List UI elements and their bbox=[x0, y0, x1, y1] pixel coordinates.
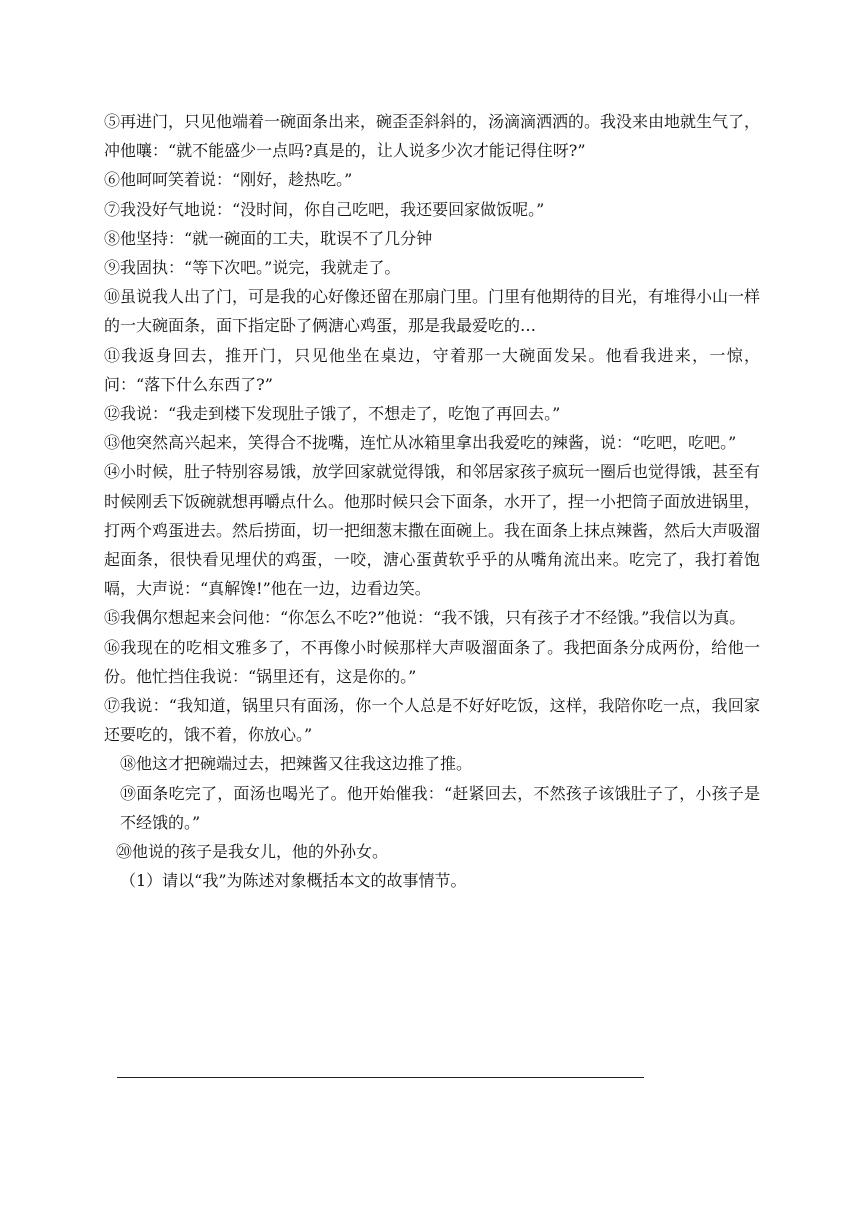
paragraph-13: ⑬他突然高兴起来，笑得合不拢嘴，连忙从冰箱里拿出我爱吃的辣酱，说：“吃吧，吃吧。” bbox=[104, 433, 737, 453]
paragraph-5: ⑤再进门，只见他端着一碗面条出来，碗歪歪斜斜的，汤滴滴洒洒的。我没来由地就生气了，冲他嚷：“就不能盛少一点吗?真是的，让人说多少次才能记得住呀?” bbox=[104, 112, 761, 161]
paragraph-19: ⑲面条吃完了，面汤也喝光了。他开始催我：“赶紧回去，不然孩子该饿肚子了，小孩子是不经饿的。” bbox=[120, 783, 760, 832]
paragraph-7: ⑦我没好气地说：“没时间，你自己吃吧，我还要回家做饭呢。” bbox=[104, 199, 545, 219]
paragraph-18: ⑱他这才把碗端过去，把辣酱又往我这边推了推。 bbox=[120, 754, 473, 774]
question-1: （1）请以“我”为陈述对象概括本文的故事情节。 bbox=[120, 871, 467, 891]
paragraph-8: ⑧他坚持：“就一碗面的工夫，耽误不了几分钟 bbox=[104, 228, 433, 248]
paragraph-16: ⑯我现在的吃相文雅多了，不再像小时候那样大声吸溜面条了。我把面条分成两份，给他一份。他忙挡住我说：“锅里还有，这是你的。” bbox=[104, 637, 760, 686]
paragraph-10: ⑩虽说我人出了门，可是我的心好像还留在那扇门里。门里有他期待的目光，有堆得小山一样的一大碗面条，面下指定卧了俩溏心鸡蛋，那是我最爱吃的… bbox=[104, 287, 761, 336]
paragraph-15: ⑮我偶尔想起来会问他：“你怎么不吃?”他说：“我不饿，只有孩子才不经饿。”我信以为真。 bbox=[104, 608, 746, 628]
paragraph-14: ⑭小时候，肚子特别容易饿，放学回家就觉得饿，和邻居家孩子疯玩一圈后也觉得饿，甚至有时候刚丢下饭碗就想再嚼点什么。他那时候只会下面条，水开了，捏一小把筒子面放进锅里，打两个鸡蛋进去。然后捞面，切一把细葱末撒在面碗上。我在面条上抹点辣酱，然后大声吸溜起面条，很快看见埋伏的鸡蛋，一咬，溏心蛋黄软乎乎的从嘴角流出来。吃完了，我打着饱嗝，大声说：“真解馋!”他在一边，边看边笑。 bbox=[104, 462, 761, 599]
article-body bbox=[104, 107, 760, 895]
paragraph-6: ⑥他呵呵笑着说：“刚好，趁热吃。” bbox=[104, 170, 353, 190]
paragraph-20: ⑳他说的孩子是我女儿，他的外孙女。 bbox=[116, 842, 389, 862]
paragraph-9: ⑨我固执：“等下次吧。”说完，我就走了。 bbox=[104, 258, 401, 278]
paragraph-12: ⑫我说：“我走到楼下发现肚子饿了，不想走了，吃饱了再回去。” bbox=[104, 404, 561, 424]
paragraph-17: ⑰我说：“我知道，锅里只有面汤，你一个人总是不好好吃饭，这样，我陪你吃一点，我回家还要吃的，饿不着，你放心。” bbox=[104, 696, 760, 745]
answer-line[interactable] bbox=[117, 1077, 644, 1078]
paragraph-11: ⑪我返身回去，推开门，只见他坐在桌边，守着那一大碗面发呆。他看我进来，一惊，问：“落下什么东西了?” bbox=[104, 345, 760, 394]
